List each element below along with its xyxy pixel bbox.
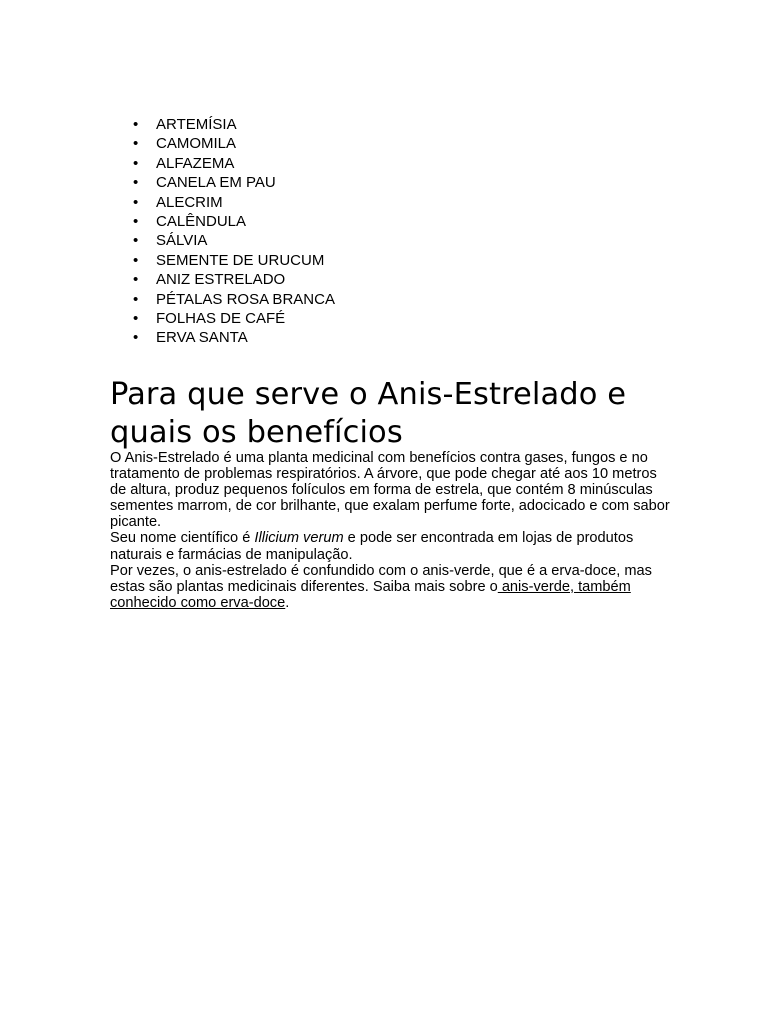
list-item: [110, 328, 335, 347]
list-item-label: ALECRIM: [156, 193, 223, 211]
list-item: [110, 115, 335, 134]
list-item-label: ARTEMÍSIA: [156, 116, 237, 133]
article-body: [110, 450, 670, 611]
paragraph-description: O Anis-Estrelado é uma planta medicinal com benefícios contra gases, fungos e no tratamento de problemas respiratórios. A árvore, que pode chegar até aos 10 metros de altura, produz pequenos folículos em forma de estrela, que contém 8 minúsculas sementes marrom, de cor brilhante, que exalam perfume forte, adocicado e com sabor picante.: [110, 450, 670, 531]
list-item-label: CALÊNDULA: [156, 213, 247, 231]
list-item-label: SÁLVIA: [156, 232, 208, 250]
bullet-icon: •: [133, 271, 139, 289]
paragraph-comparison: [110, 563, 670, 611]
scientific-name: Illicium verum: [254, 530, 344, 547]
list-item: [110, 231, 335, 250]
ingredient-list: [110, 115, 335, 348]
paragraph-scientific-name: [110, 530, 670, 562]
bullet-icon: •: [133, 329, 139, 347]
bullet-icon: •: [133, 116, 139, 133]
bullet-icon: •: [133, 154, 139, 172]
list-item-label: SEMENTE DE URUCUM: [156, 251, 325, 269]
paragraph-text: .: [285, 594, 290, 611]
list-item-label: ERVA SANTA: [156, 329, 248, 347]
bullet-icon: •: [133, 174, 139, 192]
list-item-label: PÉTALAS ROSA BRANCA: [156, 290, 335, 308]
list-item: [110, 270, 335, 289]
anis-verde-link[interactable]: anis-verde, também conhecido como erva-doce: [110, 578, 631, 611]
list-item: [110, 134, 335, 153]
bullet-icon: •: [133, 213, 139, 231]
list-item: [110, 212, 335, 231]
list-item-label: ALFAZEMA: [156, 154, 235, 172]
paragraph-text: Seu nome científico é: [110, 530, 255, 547]
list-item: [110, 290, 335, 309]
list-item: [110, 309, 335, 328]
list-item-label: CANELA EM PAU: [156, 174, 276, 192]
bullet-icon: •: [133, 193, 139, 211]
list-item-label: ANIZ ESTRELADO: [156, 271, 286, 289]
bullet-icon: •: [133, 135, 139, 153]
paragraph-text: Por vezes, o anis-estrelado é confundido com o anis-verde, que é a erva-doce, mas estas são plantas medicinais diferentes. Saiba mais sobre o: [110, 562, 652, 595]
paragraph-text: e pode ser encontrada em lojas de produtos naturais e farmácias de manipulação.: [110, 530, 634, 563]
bullet-icon: •: [133, 232, 139, 250]
bullet-icon: •: [133, 290, 139, 308]
list-item-label: FOLHAS DE CAFÉ: [156, 310, 286, 328]
bullet-icon: •: [133, 310, 139, 328]
bullet-icon: •: [133, 251, 139, 269]
list-item: [110, 193, 335, 212]
section-heading: Para que serve o Anis-Estrelado e quais os benefícios: [110, 377, 627, 450]
list-item: [110, 173, 335, 192]
list-item: [110, 251, 335, 270]
list-item: [110, 154, 335, 173]
list-item-label: CAMOMILA: [156, 135, 237, 153]
